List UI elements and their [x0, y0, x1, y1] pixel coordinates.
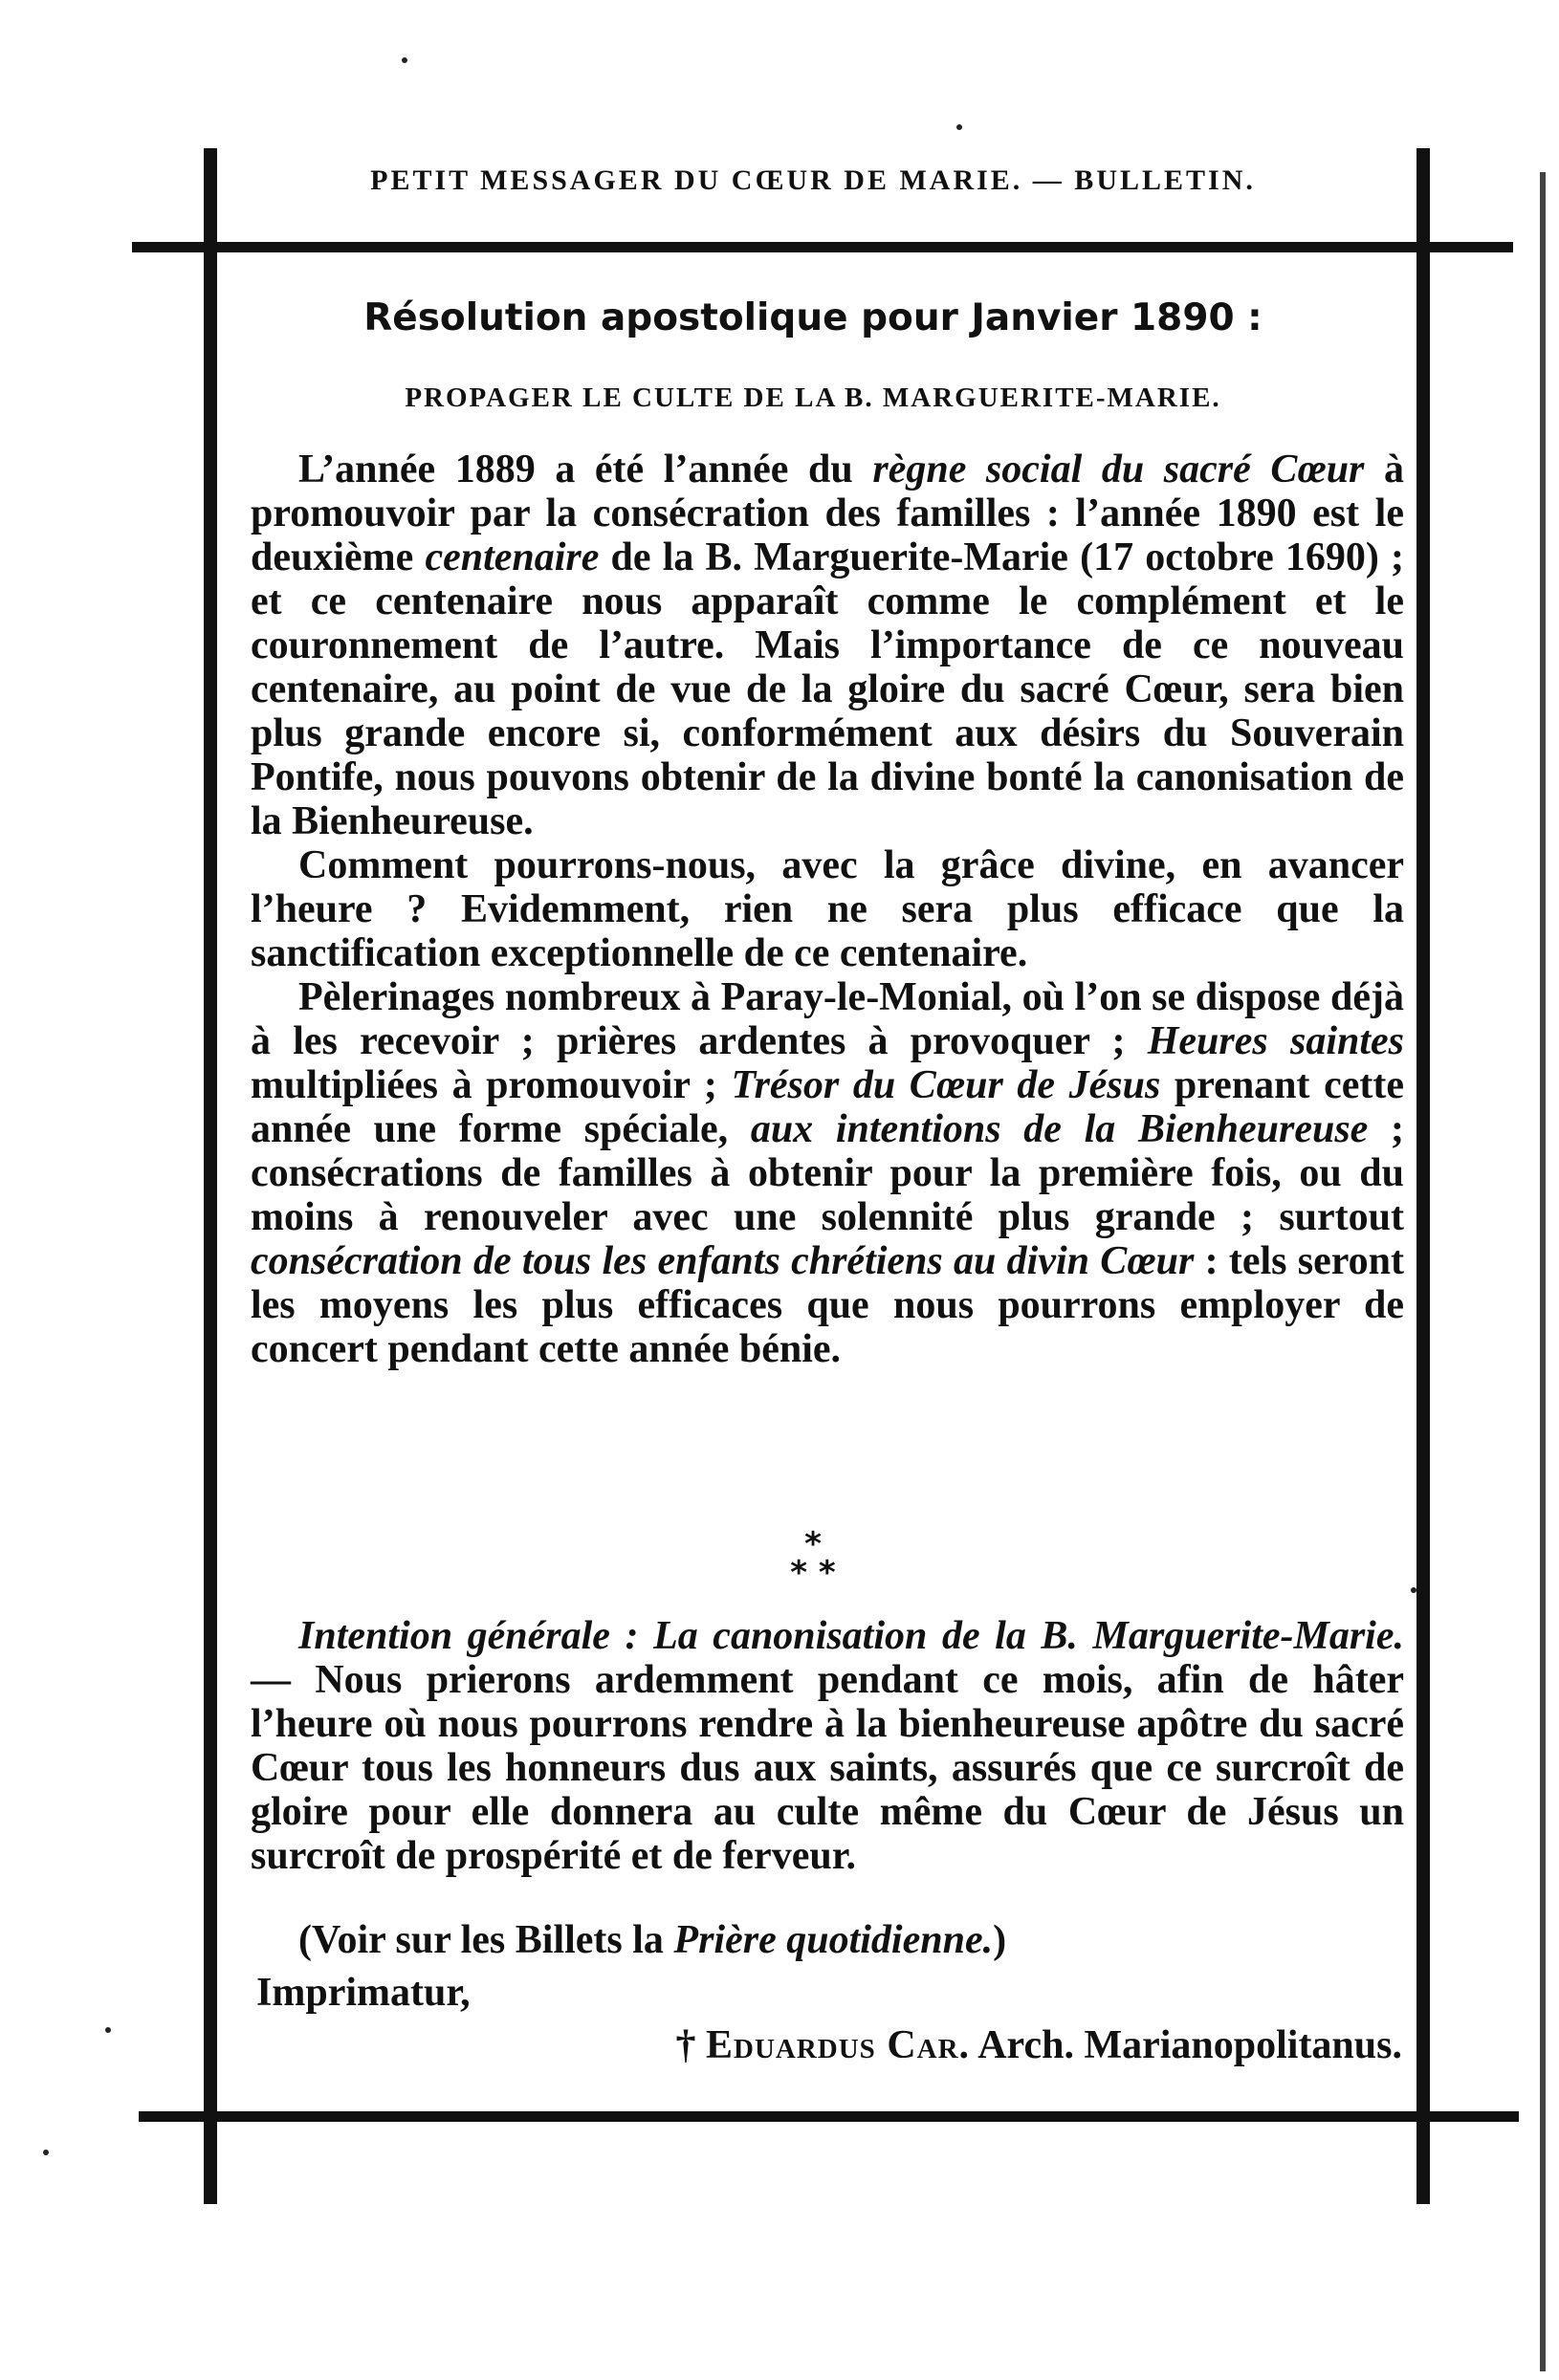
- intention-heading: Intention générale : La canonisation de la B. Marguerite-Marie.: [298, 1614, 1404, 1658]
- top-rule: [132, 242, 1513, 252]
- text-run: L’année 1889 a été l’année du: [298, 448, 873, 491]
- left-rule: [204, 148, 217, 2204]
- asterism-bottom: * *: [790, 1554, 836, 1592]
- text-run: : tels seront les moyens les plus efficaces que nous pourrons employer de concert pendant cette année bénie.: [251, 1239, 1405, 1371]
- asterism-top: *: [804, 1525, 822, 1563]
- prayer-note: [298, 1917, 1006, 1963]
- body-text: [251, 448, 1404, 1371]
- italic-run: Trésor du Cœur de Jésus: [731, 1063, 1161, 1107]
- signature: [478, 2022, 1402, 2068]
- page-title: Résolution apostolique pour Janvier 1890 :: [363, 296, 1263, 339]
- paragraph-2: Comment pourrons-nous, avec la grâce divine, en avancer l’heure ? Evidemment, rien ne sera plus efficace que la sanctification exceptionnelle de ce centenaire.: [251, 843, 1404, 975]
- signature-name: Eduardus Car.: [706, 2023, 971, 2067]
- right-rule: [1416, 148, 1430, 2204]
- text-run: Pèlerinages nombreux à Paray-le-Monial, où l’on se dispose déjà à les recevoir ; prières ardentes à provoquer ;: [251, 975, 1404, 1063]
- page-edge-shadow: [1540, 172, 1546, 2371]
- ink-speck: [105, 2027, 111, 2033]
- text-run: de la B. Marguerite-Marie (17 octobre 1690) ; et ce centenaire nous apparaît comme le complément et le couronnement de l’autre. Mais l’importance de ce nouveau centenaire, au point de vue de la gloire du sacré Cœur, sera bien plus grande encore si, conformément aux désirs du Souverain Pontife, nous pouvons obtenir de la divine bonté la canonisation de la Bienheureuse.: [251, 535, 1404, 843]
- intention-text: [251, 1614, 1404, 1878]
- asterism: [225, 1525, 1401, 1592]
- cross-glyph: †: [675, 2023, 696, 2067]
- page-subtitle: PROPAGER LE CULTE DE LA B. MARGUERITE-MARIE.: [405, 382, 1221, 413]
- ink-speck: [43, 2150, 49, 2155]
- text-run: ; consécrations de familles à obtenir pour la première fois, ou du moins à renouveler avec une solennité plus grande ; surtout: [251, 1107, 1404, 1239]
- text-run: prenant cette année une forme spéciale,: [251, 1063, 1405, 1151]
- text-run: à promouvoir par la consécration des familles : l’année 1890 est le deuxième: [251, 448, 1404, 579]
- running-head: PETIT MESSAGER DU CŒUR DE MARIE. — BULLETIN.: [370, 164, 1256, 196]
- italic-run: Heures saintes: [1147, 1019, 1404, 1063]
- intention-paragraph: [251, 1614, 1404, 1878]
- italic-run: Prière quotidienne.: [673, 1918, 994, 1962]
- ink-speck: [956, 124, 962, 130]
- text-run: — Nous prierons ardemment pendant ce mois, afin de hâter l’heure où nous pourrons rendre à la bienheureuse apôtre du sacré Cœur tous les honneurs dus aux saints, assurés que ce surcroît de gloire pour elle donnera au culte même du Cœur de Jésus un surcroît de prospérité et de ferveur.: [251, 1658, 1404, 1878]
- paragraph-3: [251, 975, 1404, 1371]
- signature-title: Arch. Marianopolitanus.: [970, 2023, 1402, 2067]
- bottom-rule: [139, 2111, 1519, 2122]
- italic-run: règne social du sacré Cœur: [872, 448, 1365, 491]
- text-run: multipliées à promouvoir ;: [251, 1063, 732, 1107]
- imprimatur: Imprimatur,: [256, 1971, 471, 2015]
- paragraph-1: [251, 448, 1404, 843]
- italic-run: consécration de tous les enfants chrétiens au divin Cœur: [251, 1239, 1195, 1283]
- text-run: ): [993, 1918, 1007, 1962]
- italic-run: aux intentions de la Bienheureuse: [750, 1107, 1369, 1151]
- ink-speck: [402, 57, 407, 63]
- italic-run: centenaire: [425, 535, 600, 579]
- ink-speck: [1411, 1587, 1416, 1593]
- text-run: (Voir sur les Billets la: [298, 1918, 674, 1962]
